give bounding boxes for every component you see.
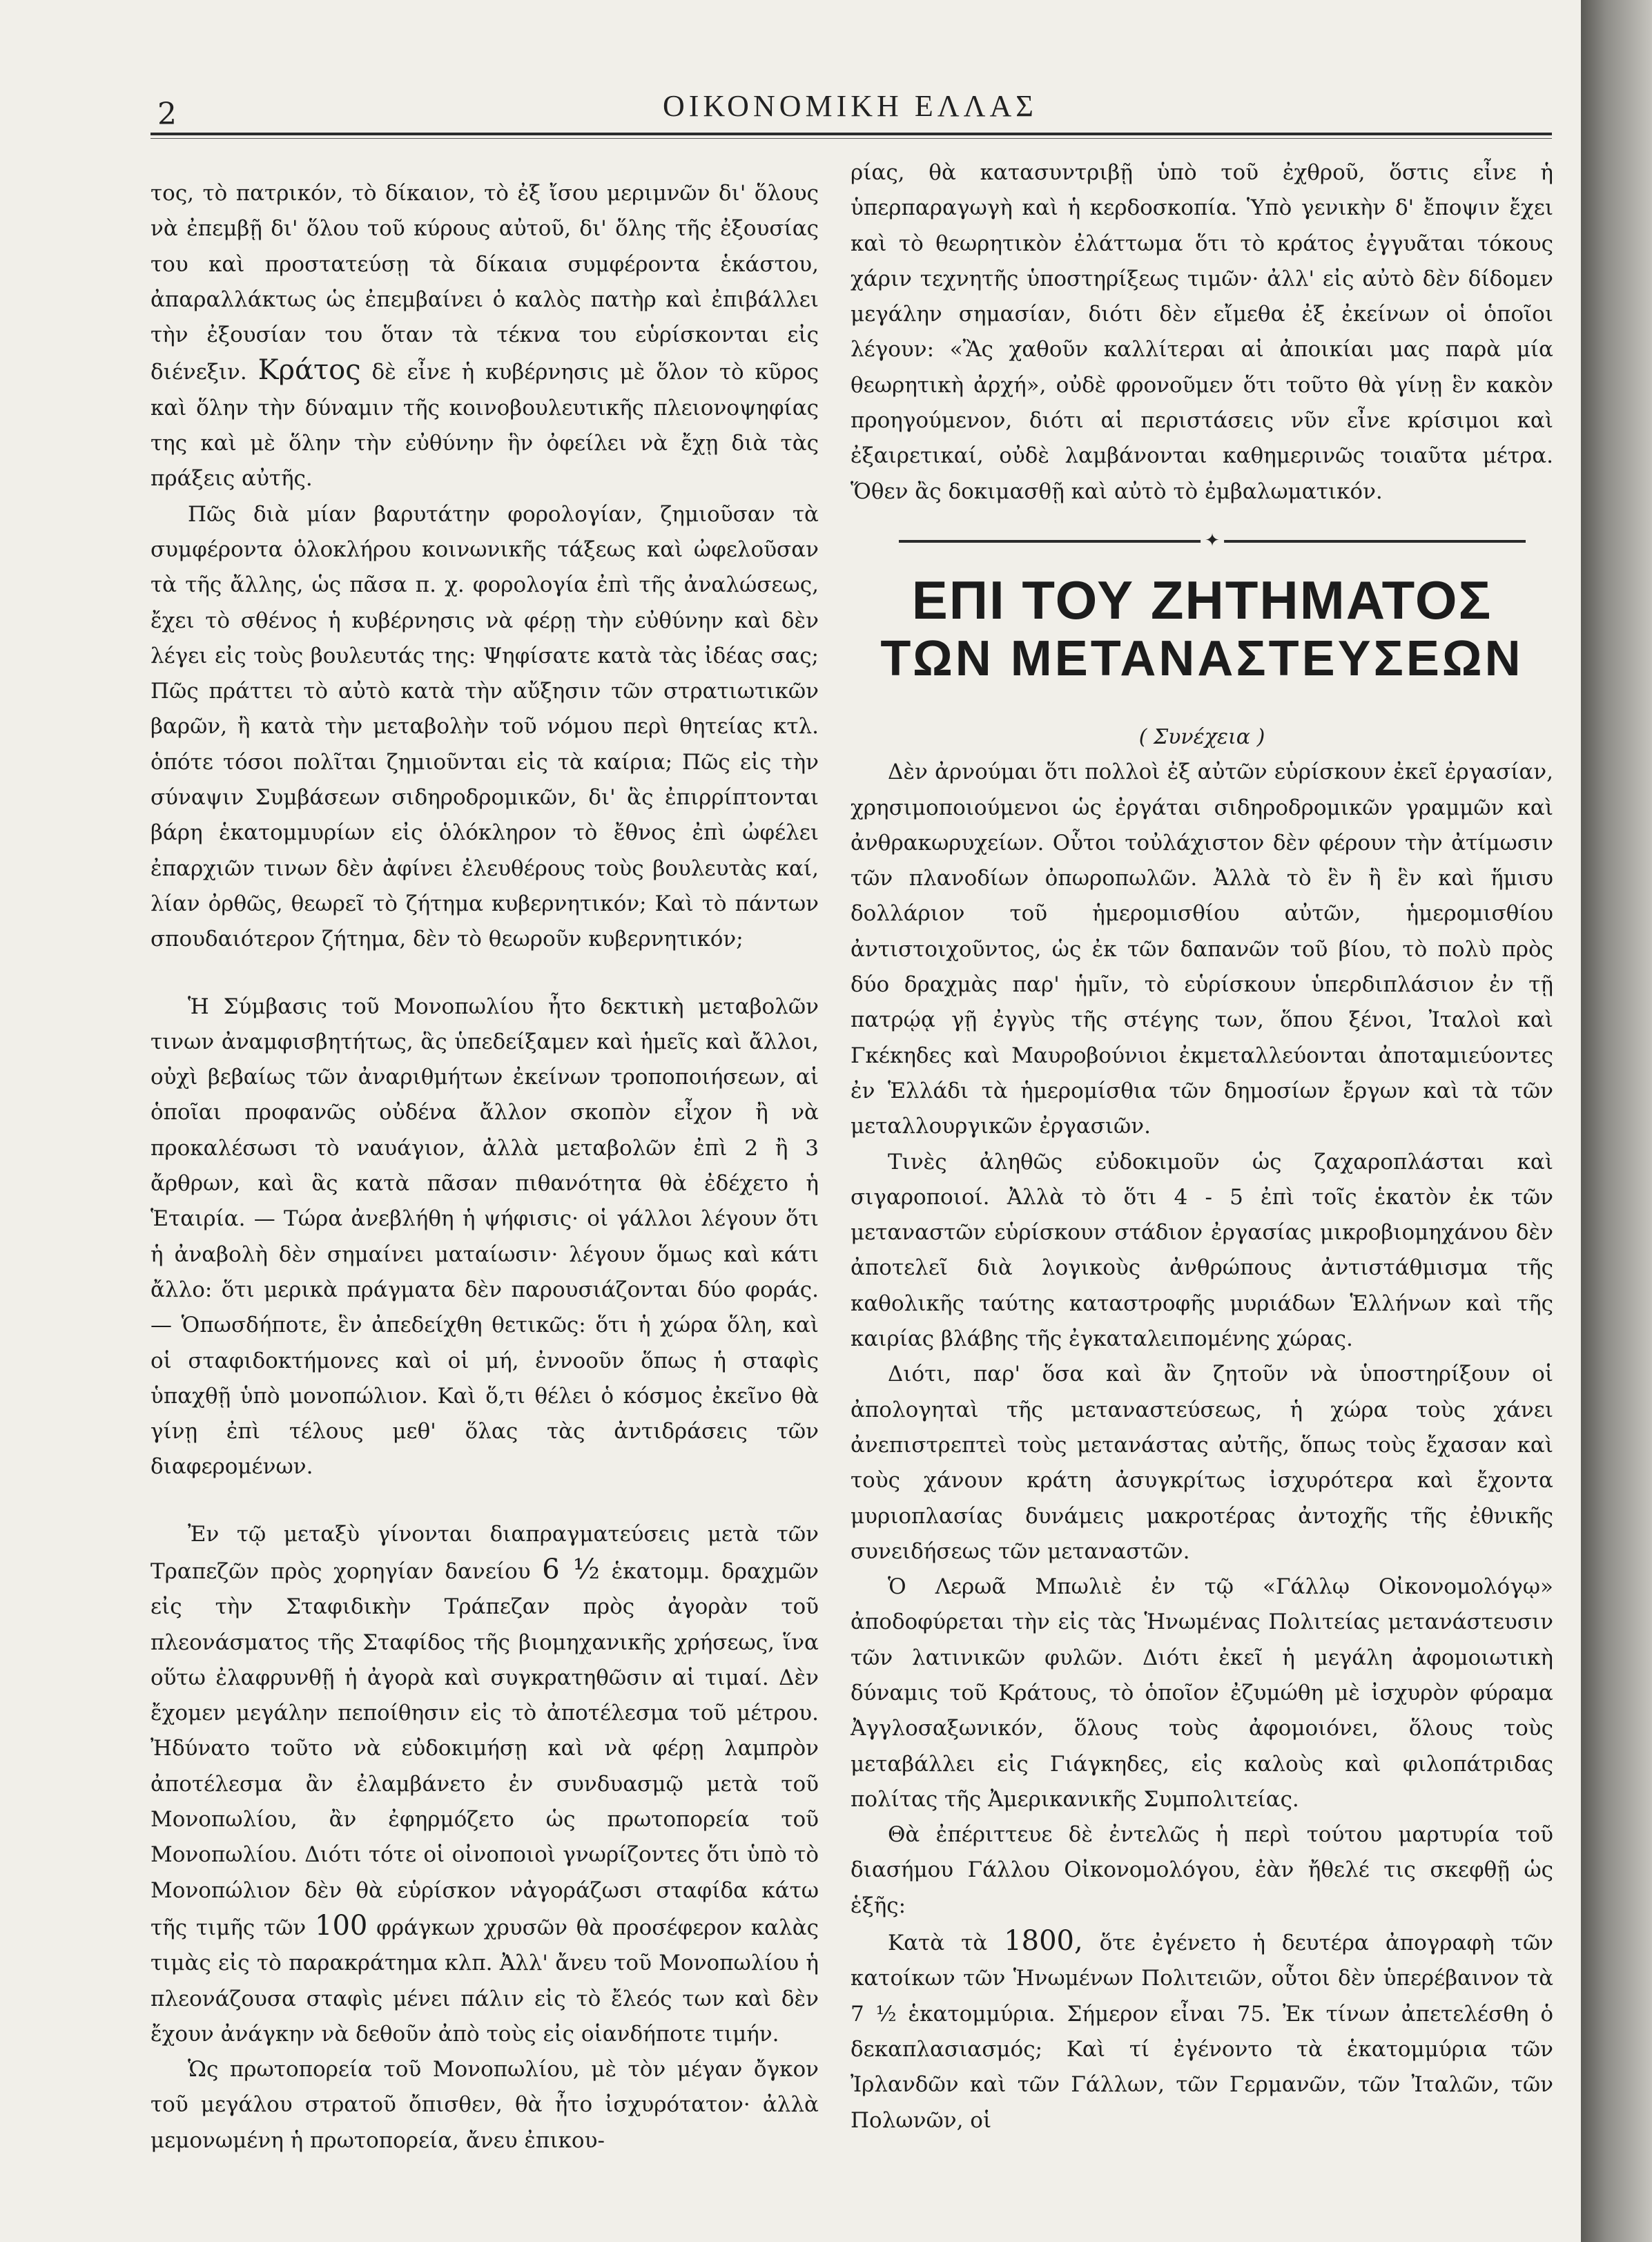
- left-paragraph-2: Πῶς διὰ μίαν βαρυτάτην φορολογίαν, ζημιοῦσαν τὰ συμφέροντα ὁλοκλήρου κοινωνικῆς τάξεως καὶ ὠφελοῦσαν τὰ τῆς ἄλλης, ὡς πᾶσα π. χ. φορολογία ἐπὶ τῆς ἀναλώσεως, ἔχει τὸ σθένος ἡ κυβέρνησις νὰ φέρῃ τὴν εὐθύνην καὶ δὲν λέγει εἰς τοὺς βουλευτάς της: Ψηφίσατε κατὰ τὰς ἰδέας σας; Πῶς πράττει τὸ αὐτὸ κατὰ τὴν αὔξησιν τῶν στρατιωτικῶν βαρῶν, ἢ κατὰ τὴν μεταβολὴν τοῦ νόμου περὶ θητείας κτλ. ὁπότε τόσοι πολῖται ζημιοῦνται εἰς τὰ καίρια; Πῶς εἰς τὴν σύναψιν Συμβάσεων σιδηροδρομικῶν, δι' ἃς ἐπιρρίπτονται βάρη ἑκατομμυρίων εἰς ὁλόκληρον τὸ ἔθνος ἐπὶ ὠφέλει ἐπαρχιῶν τινων δὲν ἀφίνει ἐλευθέρους τοὺς βουλευτὰς καί, λίαν ὀρθῶς, θεωρεῖ τὸ ζήτημα κυβερνητικόν; Καὶ τὸ πάντων σπουδαιότερον ζήτημα, δὲν τὸ θεωροῦν κυβερνητικόν;: [150, 501, 819, 952]
- header-rule-thin: [150, 138, 1552, 139]
- right-paragraph-6: Θὰ ἐπέριττευε δὲ ἐντελῶς ἡ περὶ τούτου μαρτυρία τοῦ διασήμου Γάλλου Οἰκονομολόγου, ἐὰν ἤθελέ τις σκεφθῇ ὡς ἑξῆς:: [851, 1822, 1553, 1918]
- article-title: ΕΠΙ ΤΟΥ ΖΗΤΗΜΑΤΟΣ: [911, 569, 1493, 630]
- right-paragraph-2: Δὲν ἀρνούμαι ὅτι πολλοὶ ἐξ αὐτῶν εὑρίσκουν ἐκεῖ ἐργασίαν, χρησιμοποιούμενοι ὡς ἐργάται σιδηροδρομικῶν γραμμῶν καὶ ἀνθρακωρυχείων. Οὗτοι τοὐλάχιστον δὲν φέρουν τὴν ἀτίμωσιν τῶν πλανοδίων ὀπωροπωλῶν. Ἀλλὰ τὸ ἓν ἢ ἓν καὶ ἥμισυ δολλάριον τοῦ ἡμερομισθίου αὐτῶν, ἡμερομισθίου ἀντιστοιχοῦντος, ὡς ἐκ τῶν δαπανῶν τοῦ βίου, τὸ πολὺ πρὸς δύο δραχμὰς παρ' ἡμῖν, τὸ εὑρίσκουν ὑπερδιπλάσιον ἐν τῇ πατρῴᾳ γῇ ἐγγὺς τῆς στέγης των, ὅπου ξένοι, Ἰταλοὶ καὶ Γκέκηδες καὶ Μαυροβούνιοι ἐκμεταλλεύονται ἀποταμιεύοντες ἐν Ἑλλάδι τὰ ἡμερομίσθια τῶν δημοσίων ἔργων καὶ τὰ τῶν μεταλλουργικῶν ἐργασιῶν.: [851, 760, 1553, 1139]
- census-year: 1800,: [1004, 1925, 1083, 1958]
- right-paragraph-7-text-b: ὅτε ἐγένετο ἡ δευτέρα ἀπογραφὴ τῶν κατοίκων τῶν Ἡνωμένων Πολιτειῶν, οὗτοι δὲν ὑπερέβαινον τὰ 7 ½ ἑκατομμύρια. Σήμερον εἶναι 75. Ἐκ τίνων ἀπετελέσθη ὁ δεκαπλασιασμός; Καὶ τί ἐγένοντο τὰ ἑκατομμύρια τῶν Ἰρλανδῶν καὶ τῶν Γάλλων, τῶν Γερμανῶν, τῶν Ἰταλῶν, τῶν Πολωνῶν, οἱ: [851, 1931, 1553, 2133]
- left-paragraph-5: Ὡς πρωτοπορεία τοῦ Μονοπωλίου, μὲ τὸν μέγαν ὄγκον τοῦ μεγάλου στρατοῦ ὄπισθεν, θὰ ἦτο ἰσχυρότατον· ἀλλὰ μεμονωμένη ἡ πρωτοπορεία, ἄνευ ἐπικου-: [150, 2057, 819, 2153]
- book-spine-shadow: [1581, 0, 1652, 2242]
- left-paragraph-4-text-b: ἑκατομμ. δραχμῶν εἰς τὴν Σταφιδικὴν Τράπεζαν πρὸς ἀγορὰν τοῦ πλεονάσματος τῆς Σταφίδος τῆς βιομηχανικῆς χρήσεως, ἵνα οὕτω ἐλαφρυνθῇ ἡ ἀγορὰ καὶ συγκρατηθῶσιν αἱ τιμαί. Δὲν ἔχομεν μεγάλην πεποίθησιν εἰς τὸ ἀποτέλεσμα τοῦ μέτρου. Ἠδύνατο τοῦτο νὰ εὐδοκιμήσῃ καὶ νὰ φέρῃ λαμπρὸν ἀποτέλεσμα ἂν ἐλαμβάνετο ἐν συνδυασμῷ μετὰ τοῦ Μονοπωλίου, ἂν ἐφηρμόζετο ὡς πρωτοπορεία τοῦ Μονοπωλίου. Διότι τότε οἱ οἰνοποιοὶ γνωρίζοντες ὅτι ὑπὸ τὸ Μονοπώλιον δὲν θὰ εὑρίσκον νἀγοράζωσι σταφίδα κάτω τῆς τιμῆς τῶν: [150, 1558, 819, 1940]
- kratos-word: Κράτος: [257, 354, 361, 387]
- price-figure: 100: [315, 1909, 368, 1942]
- ornament-icon: ✦: [1201, 529, 1224, 552]
- right-paragraph-3: Τινὲς ἀληθῶς εὐδοκιμοῦν ὡς ζαχαροπλάσται καὶ σιγαροποιοί. Ἀλλὰ τὸ ὅτι 4 - 5 ἐπὶ τοῖς ἑκατὸν ἐκ τῶν μεταναστῶν εὑρίσκουν στάδιον ἐργασίας μικροβιομηχάνου δὲν ἀποτελεῖ διὰ λογικοὺς ἀνθρώπους ἀντιστάθμισμα τῆς καθολικῆς ταύτης καταστροφῆς μυριάδων Ἑλλήνων καὶ τῆς καιρίας βλάβης τῆς ἐγκαταλειπομένης χώρας.: [851, 1149, 1553, 1352]
- left-paragraph-3: Ἡ Σύμβασις τοῦ Μονοπωλίου ἦτο δεκτικὴ μεταβολῶν τινων ἀναμφισβητήτως, ἃς ὑπεδείξαμεν καὶ ἡμεῖς καὶ ἄλλοι, οὐχὶ βεβαίως τῶν ἀναριθμήτων ἐκείνων τροποποιήσεων, αἱ ὁποῖαι προφανῶς οὐδένα ἄλλον σκοπὸν εἶχον ἢ νὰ προκαλέσωσι τὸ ναυάγιον, ἀλλὰ μεταβολῶν ἐπὶ 2 ἢ 3 ἄρθρων, καὶ ἃς κατὰ πᾶσαν πιθανότητα θὰ ἐδέχετο ἡ Ἑταιρία. — Τώρα ἀνεβλήθη ἡ ψήφισις· οἱ γάλλοι λέγουν ὅτι ἡ ἀναβολὴ δὲν σημαίνει ματαίωσιν· λέγουν ὅμως καὶ κάτι ἄλλο: ὅτι μερικὰ πράγματα δὲν παρουσιάζονται δύο φοράς. — Ὁπωσδήποτε, ἓν ἀπεδείχθη θετικῶς: ὅτι ἡ χώρα ὅλη, καὶ οἱ σταφιδοκτήμονες καὶ οἱ μή, ἐννοοῦν ὅπως ἡ σταφὶς ὑπαχθῇ ὑπὸ μονοπώλιον. Καὶ ὅ,τι θέλει ὁ κόσμος ἐκεῖνο θὰ γίνῃ ἐπὶ τέλους μεθ' ὅλας τὰς ἀντιδράσεις τῶν διαφερομένων.: [150, 994, 819, 1480]
- article-subtitle: ΤΩΝ ΜΕΤΑΝΑΣΤΕΥΣΕΩΝ: [880, 630, 1524, 686]
- section-divider: [899, 530, 1526, 551]
- right-paragraph-1: ρίας, θὰ κατασυντριβῇ ὑπὸ τοῦ ἐχθροῦ, ὅστις εἶνε ἡ ὑπερπαραγωγὴ καὶ ἡ κερδοσκοπία. Ὑπὸ γενικὴν δ' ἔποψιν ἔχει καὶ τὸ θεωρητικὸν ἐλάττωμα ὅτι τὸ κράτος ἐγγυᾶται τόκους χάριν τεχνητῆς ὑποστηρίξεως τιμῶν· ἀλλ' εἰς αὐτὸ δὲν δίδομεν μεγάλην σημασίαν, διότι δὲν εἴμεθα ἐξ ἐκείνων οἱ ὁποῖοι λέγουν: «Ἂς χαθοῦν καλλίτεραι αἱ ἀποικίαι μας παρὰ μία θεωρητικὴ ἀρχή», οὐδὲ φρονοῦμεν ὅτι τοῦτο θὰ γίνῃ ἓν κακὸν προηγούμενον, διότι αἱ περιστάσεις νῦν εἶνε κρίσιμοι καὶ ἐξαιρετικαί, οὐδὲ λαμβάνονται καθημερινῶς τοιαῦτα μέτρα. Ὅθεν ἂς δοκιμασθῇ καὶ αὐτὸ τὸ ἐμβαλωματικόν.: [851, 160, 1553, 504]
- right-paragraph-4: Διότι, παρ' ὅσα καὶ ἂν ζητοῦν νὰ ὑποστηρίξουν οἱ ἀπολογηταὶ τῆς μεταναστεύσεως, ἡ χώρα τοὺς χάνει ἀνεπιστρεπτεὶ τοὺς μετανάστας αὐτῆς, ὅπως τοὺς ἔχασαν καὶ τοὺς χάνουν κράτη ἀσυγκρίτως ἰσχυρότερα καὶ ἔχοντα μυριοπλασίας δυνάμεις μακροτέρας ἀντοχῆς τῆς ἐθνικῆς συνειδήσεως τῶν μεταναστῶν.: [851, 1362, 1553, 1564]
- right-paragraph-5: Ὁ Λερωᾶ Μπωλιὲ ἐν τῷ «Γάλλῳ Οἰκονομολόγῳ» ἀποδοφύρεται τὴν εἰς τὰς Ἡνωμένας Πολιτείας μετανάστευσιν τῶν λατινικῶν φυλῶν. Διότι ἐκεῖ ἡ μεγάλη ἀφομοιωτικὴ δύναμις τοῦ Κράτους, τὸ ὁποῖον ἐζυμώθη μὲ ἰσχυρὸν φύραμα Ἀγγλοσαξωνικόν, ὅλους τοὺς ἀφομοιόνει, ὅλους τοὺς μεταβάλλει εἰς Γιάγκηδες, εἰς καλοὺς καὶ φιλοπάτριδας πολίτας τῆς Ἀμερικανικῆς Συμπολιτείας.: [851, 1574, 1553, 1812]
- right-paragraph-7-text-a: Κατὰ τὰ: [888, 1931, 988, 1956]
- left-paragraph-1-text: τος, τὸ πατρικόν, τὸ δίκαιον, τὸ ἐξ ἴσου μεριμνῶν δι' ὅλους νὰ ἐπεμβῇ δι' ὅλου τοῦ κύρους αὐτοῦ, δι' ὅλης τῆς ἐξουσίας του καὶ προστατεύσῃ τὰ δίκαια συμφέροντα ἑκάστου, ἀπαραλλάκτως ὡς ἐπεμβαίνει ὁ καλὸς πατὴρ καὶ ἐπιβάλλει τὴν ἐξουσίαν του ὅταν τὰ τέκνα του εὑρίσκονται εἰς διένεξιν.: [150, 181, 819, 385]
- left-column: [150, 176, 819, 2158]
- left-paragraph-4: [150, 1517, 819, 2052]
- left-paragraph-4-text-c: φράγκων χρυσῶν θὰ προσέφερον καλὰς τιμὰς εἰς τὸ παρακράτημα κλπ. Ἀλλ' ἄνευ τοῦ Μονοπωλίου ἡ πλεονάζουσα σταφὶς μένει πάλιν εἰς τὸ ἔλεός των καὶ δὲν ἔχουν ἀνάγκην νὰ δεθοῦν ἀπὸ τοὺς εἰς οἱανδήποτε τιμήν.: [150, 1915, 819, 2047]
- left-paragraph-1: [150, 176, 819, 497]
- left-paragraph-4-text-a: Ἐν τῷ μεταξὺ γίνονται διαπραγματεύσεις μετὰ τῶν Τραπεζῶν πρὸς χορηγίαν δανείου: [150, 1521, 819, 1584]
- header-rule: [150, 133, 1552, 135]
- page-number: 2: [157, 97, 177, 132]
- left-paragraph-1-rest: δὲ εἶνε ἡ κυβέρνησις μὲ ὅλον τὸ κῦρος καὶ ὅλην τὴν δύναμιν τῆς κοινοβουλευτικῆς πλειονοψηφίας της καὶ μὲ ὅλην τὴν εὐθύνην ἣν ὀφείλει νὰ ἔχῃ διὰ τὰς πράξεις αὐτῆς.: [150, 360, 819, 492]
- continued-label: ( Συνέχεια ): [1138, 724, 1265, 749]
- running-head-title: ΟΙΚΟΝΟΜΙΚΗ ΕΛΛΑΣ: [663, 89, 1038, 123]
- right-column: [851, 155, 1553, 2138]
- loan-amount: 6 ½: [542, 1553, 600, 1585]
- right-paragraph-7: [851, 1924, 1553, 2138]
